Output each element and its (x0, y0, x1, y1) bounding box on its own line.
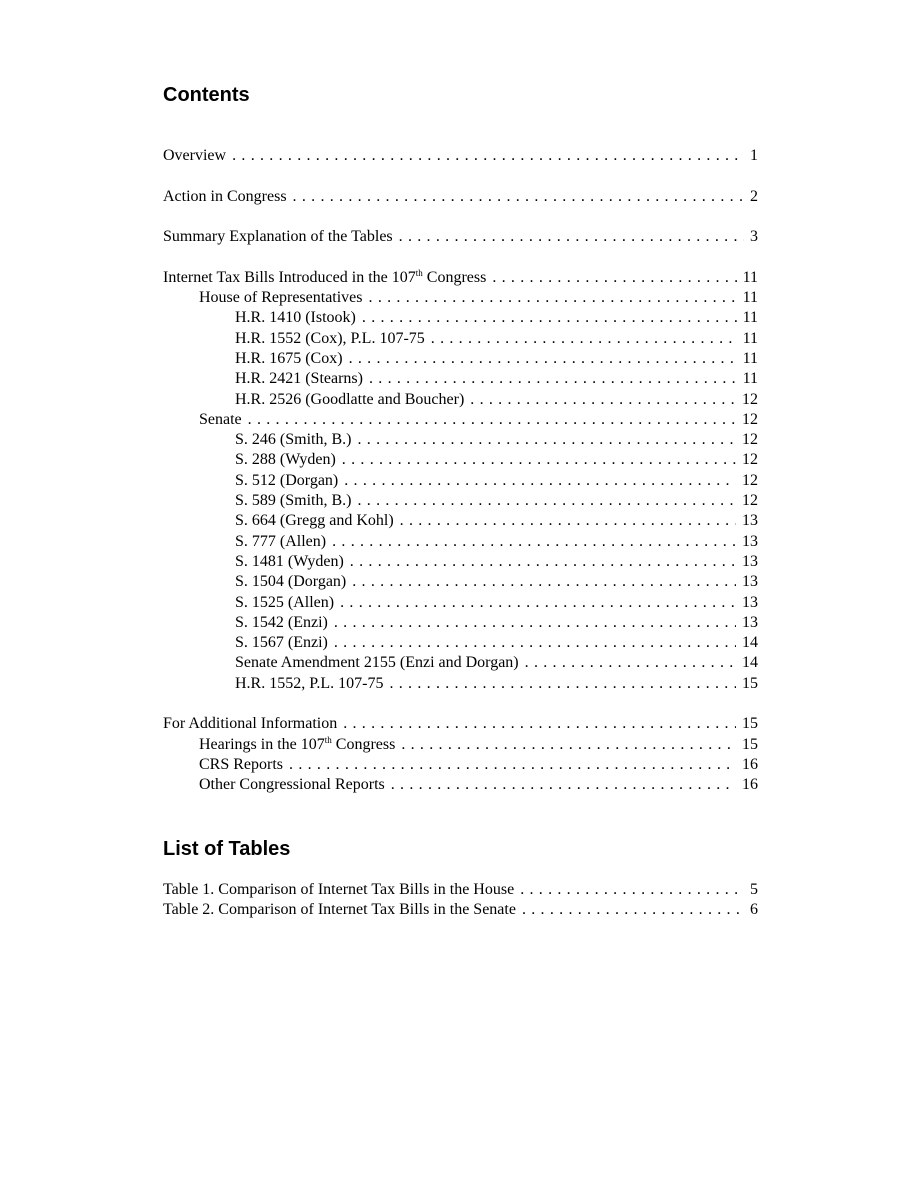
toc-entry-page-number: 15 (742, 674, 758, 692)
dot-leader (334, 613, 736, 633)
dot-leader (343, 714, 736, 734)
toc-entry-label: S. 512 (Dorgan) (235, 471, 339, 489)
toc-entry-label-text: Congress (331, 735, 396, 753)
toc-entry-page-number: 14 (742, 654, 758, 672)
toc-entry-page-number: 15 (742, 715, 758, 733)
dot-leader (399, 227, 744, 247)
toc-entry[interactable] (163, 900, 758, 920)
dot-leader (349, 349, 737, 369)
dot-leader (400, 511, 736, 531)
toc-entry-page-number: 13 (742, 552, 758, 570)
toc-entry[interactable] (163, 572, 758, 592)
toc-entry-page-number: 11 (742, 329, 758, 347)
toc-entry[interactable] (163, 146, 758, 166)
toc-entry-page-number: 12 (742, 410, 758, 428)
toc-entry-page-number: 11 (742, 268, 758, 286)
dot-leader (470, 390, 736, 410)
toc-entry[interactable] (163, 288, 758, 308)
list-of-tables-heading: List of Tables (163, 838, 291, 860)
toc-entry-page-number: 13 (742, 573, 758, 591)
dot-leader (525, 653, 736, 673)
toc-entry-page-number: 16 (742, 776, 758, 794)
dot-leader (293, 187, 744, 207)
toc-entry-page-number: 13 (742, 593, 758, 611)
toc-entry-label: Other Congressional Reports (199, 776, 385, 794)
toc-entry-label: Overview (163, 147, 227, 164)
toc-entry[interactable] (163, 674, 758, 694)
dot-leader (289, 755, 736, 775)
dot-leader (352, 572, 736, 592)
toc-entry-label: S. 1542 (Enzi) (235, 613, 328, 631)
toc-entry-page-number: 13 (742, 613, 758, 631)
toc-entry-label: Senate (199, 410, 242, 428)
toc-entry-label: S. 288 (Wyden) (235, 451, 336, 469)
contents-list (163, 146, 758, 796)
toc-entry-label: H.R. 2526 (Goodlatte and Boucher) (235, 390, 465, 408)
dot-leader (389, 674, 736, 694)
toc-entry-label: S. 246 (Smith, B.) (235, 431, 352, 449)
toc-entry-label-text: Hearings in the 107 (199, 735, 325, 753)
toc-entry-label: H.R. 1552, P.L. 107-75 (235, 674, 384, 692)
toc-entry-label: CRS Reports (199, 755, 284, 773)
ordinal-superscript: th (324, 734, 332, 745)
toc-entry-page-number: 13 (742, 532, 758, 550)
dot-leader (342, 450, 736, 470)
toc-entry[interactable] (163, 390, 758, 410)
toc-entry[interactable] (163, 633, 758, 653)
toc-entry[interactable] (163, 532, 758, 552)
toc-entry-page-number: 16 (742, 755, 758, 773)
toc-entry-label: House of Representatives (199, 289, 363, 307)
dot-leader (520, 880, 744, 900)
toc-entry[interactable] (163, 775, 758, 795)
toc-entry-page-number: 11 (742, 370, 758, 388)
toc-entry-label: H.R. 1675 (Cox) (235, 349, 343, 367)
toc-entry-label: H.R. 1410 (Istook) (235, 309, 356, 327)
toc-entry-label: Table 1. Comparison of Internet Tax Bills in the House (163, 881, 515, 898)
toc-entry[interactable] (163, 735, 758, 755)
toc-entry[interactable] (163, 430, 758, 450)
dot-leader (232, 146, 744, 166)
toc-entry[interactable] (163, 308, 758, 328)
toc-entry-label: S. 589 (Smith, B.) (235, 492, 352, 510)
toc-entry-label (199, 735, 401, 755)
toc-entry[interactable] (163, 613, 758, 633)
toc-entry-label: H.R. 1552 (Cox), P.L. 107-75 (235, 329, 425, 347)
dot-leader (357, 430, 736, 450)
toc-entry[interactable] (163, 450, 758, 470)
toc-entry-page-number: 12 (742, 390, 758, 408)
toc-entry-label: Table 2. Comparison of Internet Tax Bills in the Senate (163, 901, 516, 919)
toc-entry[interactable] (163, 511, 758, 531)
toc-entry-page-number: 12 (742, 492, 758, 510)
toc-entry-page-number: 1 (750, 147, 758, 164)
ordinal-superscript: th (415, 267, 423, 278)
dot-leader (431, 329, 737, 349)
toc-entry-label: H.R. 2421 (Stearns) (235, 370, 363, 388)
toc-entry-page-number: 12 (742, 471, 758, 489)
toc-entry-label: S. 664 (Gregg and Kohl) (235, 512, 394, 530)
toc-entry-page-number: 2 (750, 187, 758, 205)
toc-entry-page-number: 11 (742, 289, 758, 307)
toc-entry[interactable] (163, 552, 758, 572)
dot-leader (391, 775, 736, 795)
toc-entry-label (163, 268, 492, 288)
toc-entry-label: Summary Explanation of the Tables (163, 228, 393, 246)
toc-entry-label: Senate Amendment 2155 (Enzi and Dorgan) (235, 654, 519, 672)
toc-entry[interactable] (163, 593, 758, 613)
toc-entry[interactable] (163, 369, 758, 389)
dot-leader (522, 900, 744, 920)
toc-entry-page-number: 13 (742, 512, 758, 530)
toc-entry[interactable] (163, 755, 758, 775)
toc-entry-page-number: 11 (742, 349, 758, 367)
toc-entry-label: S. 1567 (Enzi) (235, 634, 328, 652)
dot-leader (344, 471, 736, 491)
toc-entry-label-text: Internet Tax Bills Introduced in the 107 (163, 268, 416, 286)
toc-entry-page-number: 15 (742, 735, 758, 753)
dot-leader (369, 369, 737, 389)
dot-leader (340, 593, 736, 613)
toc-entry-page-number: 6 (750, 901, 758, 919)
toc-entry-label: Action in Congress (163, 187, 287, 205)
toc-entry-label: S. 1525 (Allen) (235, 593, 335, 611)
toc-entry[interactable] (163, 349, 758, 369)
dot-leader (401, 735, 736, 755)
toc-entry-label: S. 1504 (Dorgan) (235, 573, 347, 591)
toc-entry-page-number: 14 (742, 634, 758, 652)
toc-entry[interactable] (163, 187, 758, 207)
toc-entry[interactable] (163, 227, 758, 247)
toc-entry[interactable] (163, 880, 758, 900)
toc-entry-page-number: 3 (750, 228, 758, 246)
toc-entry[interactable] (163, 471, 758, 491)
toc-entry-page-number: 12 (742, 431, 758, 449)
toc-entry[interactable] (163, 329, 758, 349)
dot-leader (357, 491, 736, 511)
toc-entry[interactable] (163, 491, 758, 511)
dot-leader (248, 410, 736, 430)
dot-leader (332, 532, 736, 552)
dot-leader (334, 633, 736, 653)
toc-entry[interactable] (163, 714, 758, 734)
toc-entry[interactable] (163, 653, 758, 673)
toc-entry-label-text: Congress (422, 268, 487, 286)
contents-heading: Contents (163, 84, 250, 106)
toc-entry-page-number: 12 (742, 451, 758, 469)
toc-entry[interactable] (163, 268, 758, 288)
dot-leader (492, 268, 736, 288)
toc-entry-page-number: 5 (750, 881, 758, 898)
toc-entry-label: S. 777 (Allen) (235, 532, 327, 550)
toc-entry[interactable] (163, 410, 758, 430)
dot-leader (362, 308, 737, 328)
toc-entry-label: For Additional Information (163, 715, 338, 733)
dot-leader (369, 288, 737, 308)
dot-leader (350, 552, 736, 572)
toc-entry-page-number: 11 (742, 309, 758, 327)
toc-entry-label: S. 1481 (Wyden) (235, 552, 344, 570)
list-of-tables-list (163, 880, 758, 921)
